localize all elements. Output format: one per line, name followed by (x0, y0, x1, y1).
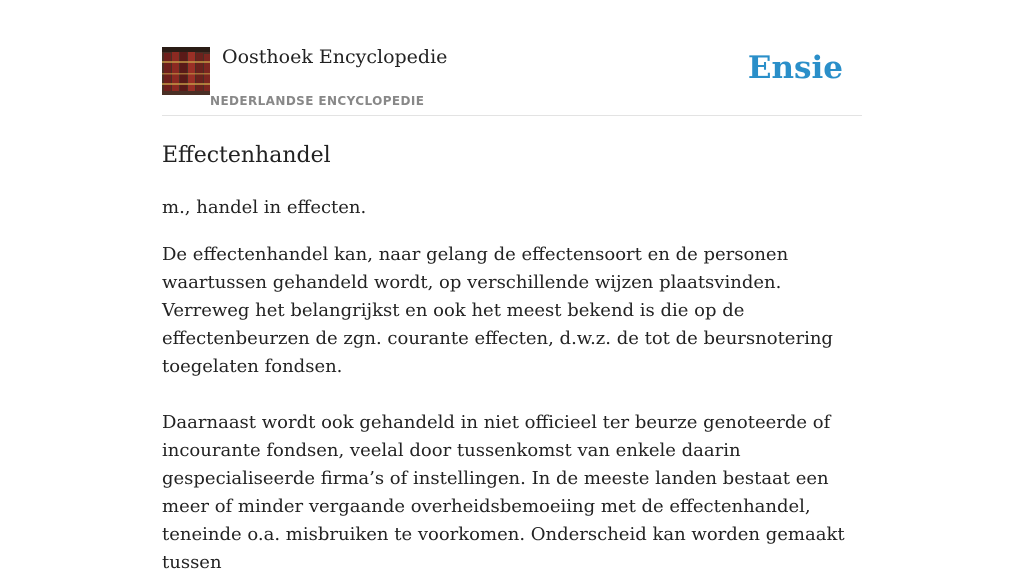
article (162, 142, 862, 577)
ensie-logo-link[interactable]: Ensie (747, 50, 843, 86)
site-subtitle: NEDERLANDSE ENCYCLOPEDIE (210, 94, 425, 108)
site-header (162, 46, 862, 116)
article-definition: m., handel in effecten. (162, 197, 367, 218)
article-paragraph: De effectenhandel kan, naar gelang de effectensoort en de personen waartussen gehandeld wordt, op verschillende wijzen plaatsvinden. Verreweg het belangrijkst en ook het meest bekend is die op de effectenbeurzen de zgn. courante effecten, d.w.z. de tot de beursnotering toegelaten fondsen. (162, 244, 833, 377)
page (162, 0, 862, 577)
article-title: Effectenhandel (162, 143, 331, 168)
site-title-link[interactable]: Oosthoek Encyclopedie (222, 46, 448, 68)
book-spines-icon[interactable] (162, 47, 210, 95)
article-paragraph: Daarnaast wordt ook gehandeld in niet officieel ter beurze genoteerde of incourante fondsen, veelal door tussenkomst van enkele daarin gespecialiseerde firma’s of instellingen. In de meeste landen bestaat een meer of minder vergaande overheidsbemoeiing met de effectenhandel, teneinde o.a. misbruiken te voorkomen. Onderscheid kan worden gemaakt tussen (162, 412, 845, 573)
